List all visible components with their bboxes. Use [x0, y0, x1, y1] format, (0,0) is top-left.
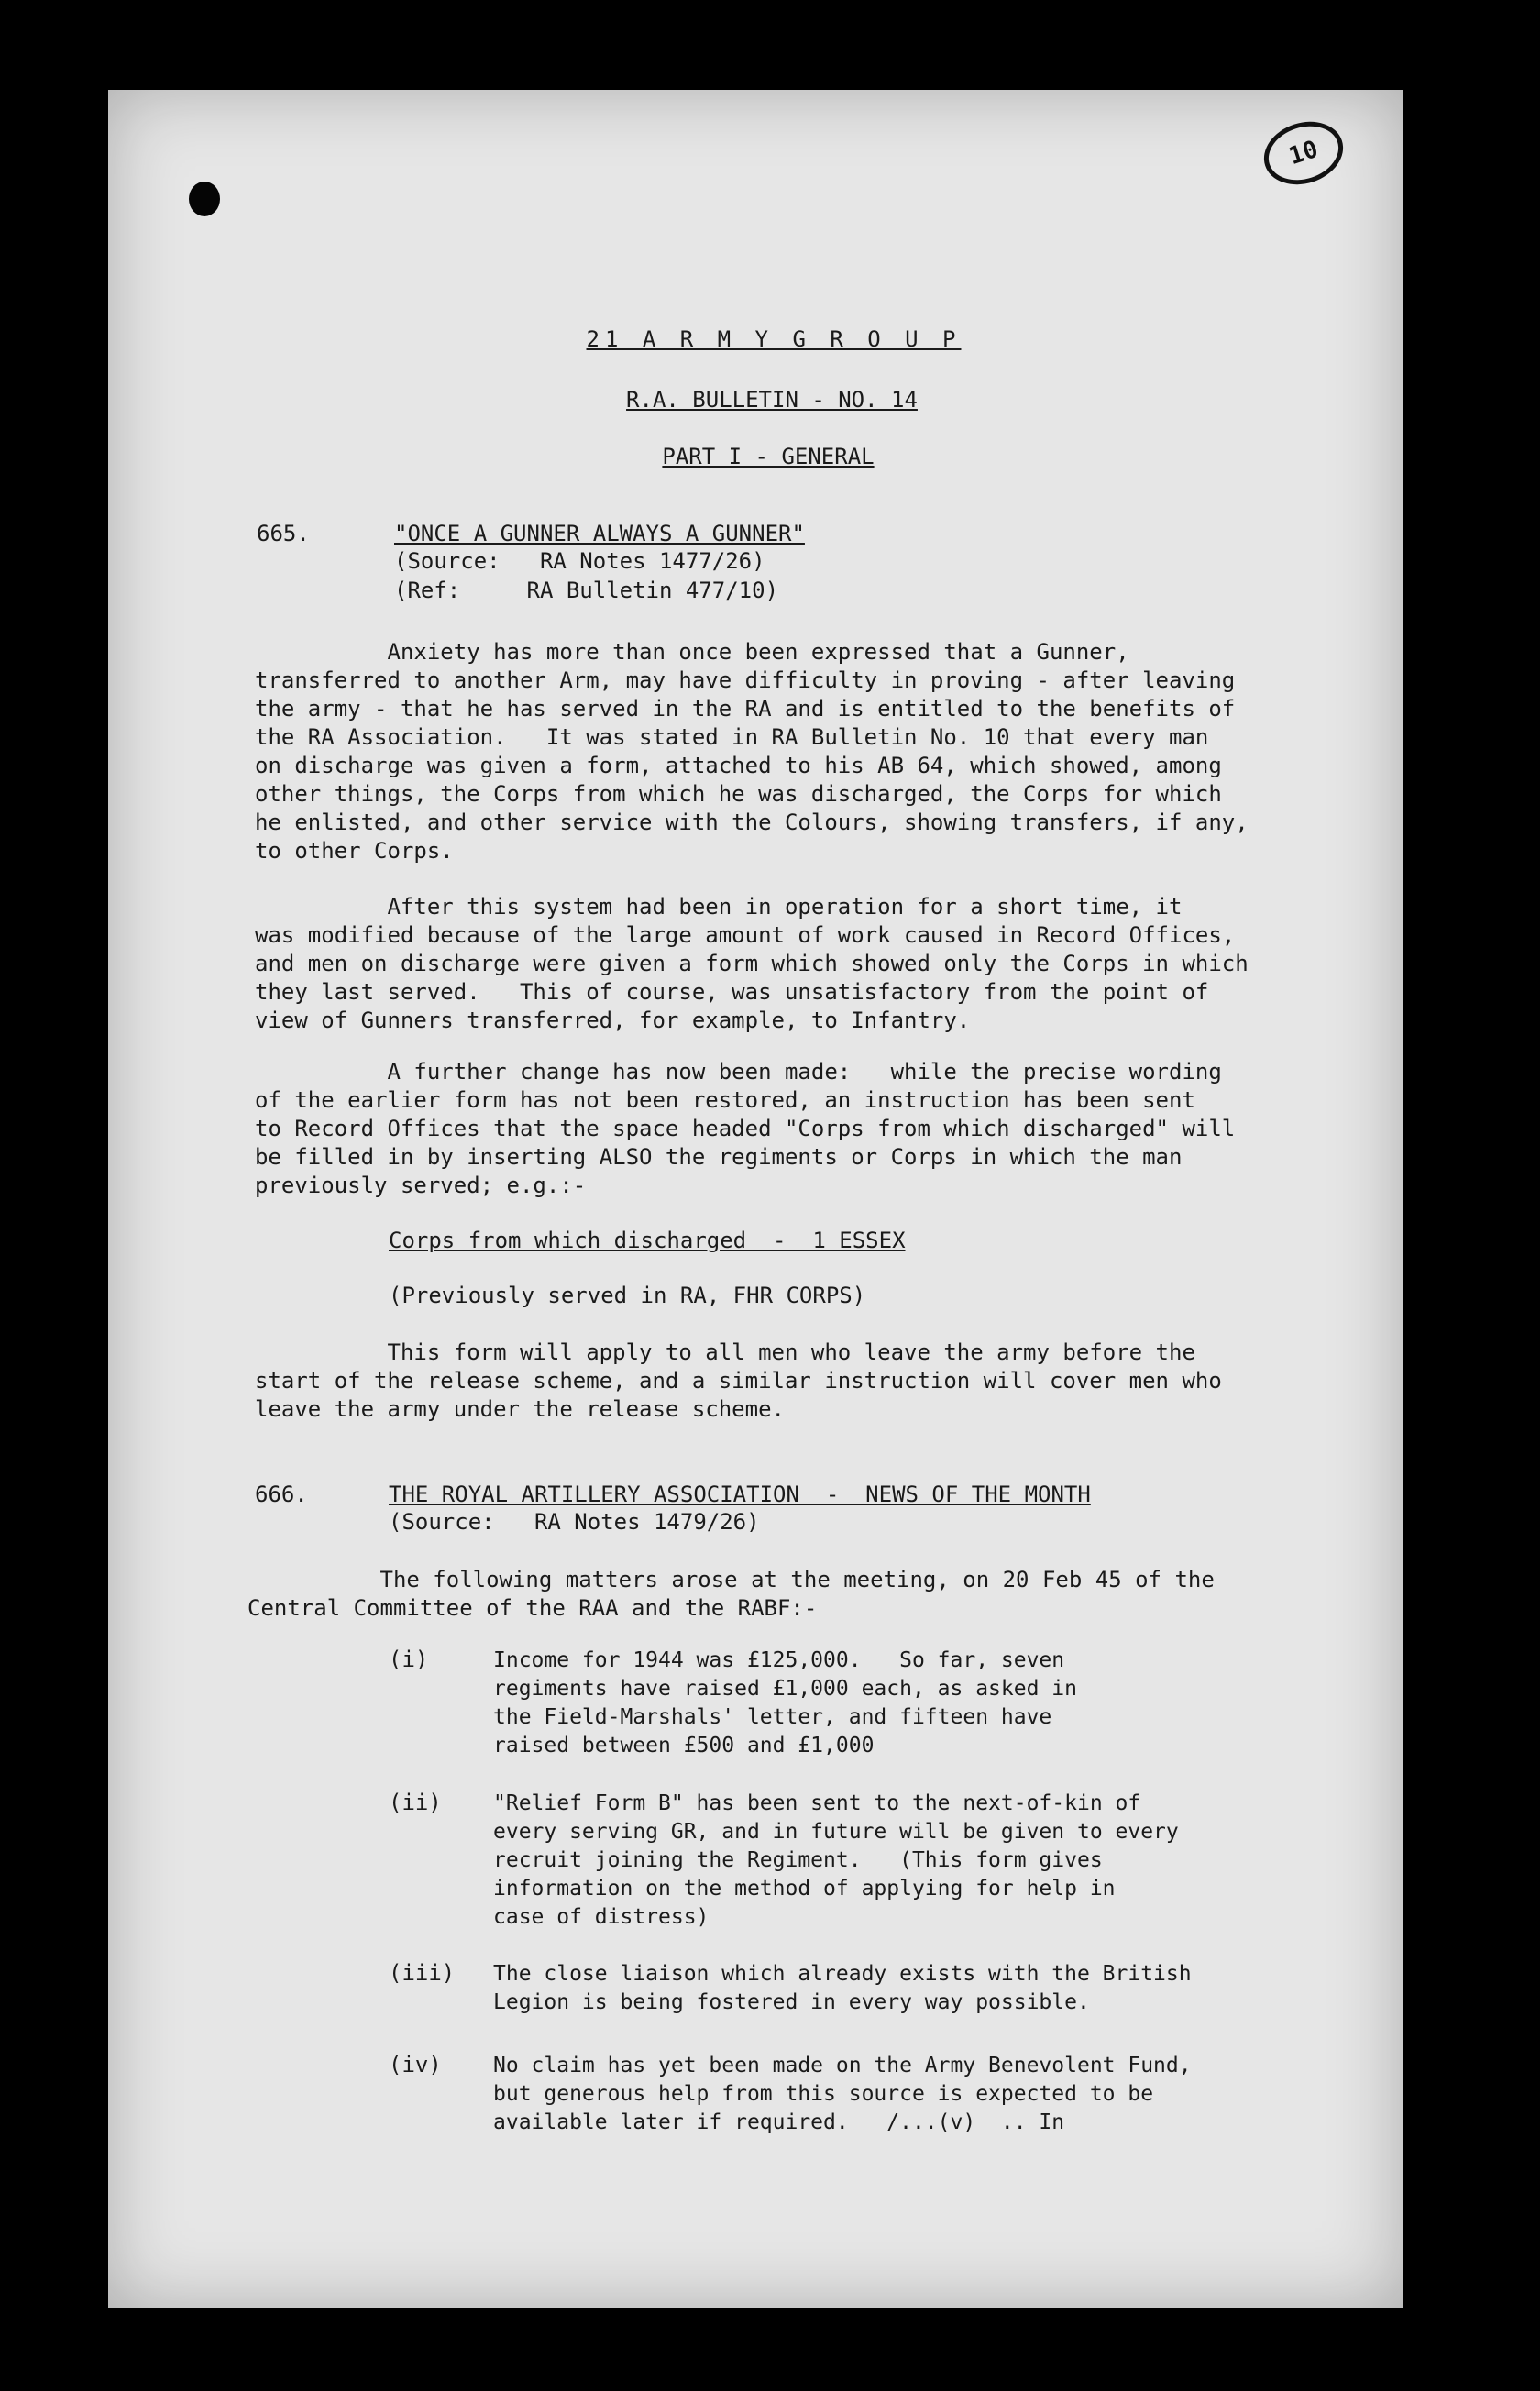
paragraph: This form will apply to all men who leave the army before the start of the release scheme, and a similar instruction will cover men who leave the army under the release scheme. [255, 1339, 1222, 1422]
list-item-text: No claim has yet been made on the Army Benevolent Fund, but generous help from this source is expected to be available later if required. /...(v) .. In [493, 2054, 1192, 2134]
heading-part: PART I - GENERAL [662, 444, 874, 469]
page-number-stamp: 10 [1256, 112, 1351, 194]
heading-army-group: 21 A R M Y G R O U P [586, 326, 962, 352]
punch-hole [189, 182, 220, 216]
list-item-label: (ii) [389, 1790, 442, 1815]
section-title: THE ROYAL ARTILLERY ASSOCIATION - NEWS OF THE MONTH [389, 1482, 1091, 1507]
example-line: Corps from which discharged - 1 ESSEX [389, 1228, 906, 1253]
list-item-text: The close liaison which already exists with the British Legion is being fostered in every way possible. [493, 1962, 1192, 2014]
example-line: (Previously served in RA, FHR CORPS) [389, 1283, 866, 1308]
heading-bulletin: R.A. BULLETIN - NO. 14 [626, 387, 918, 413]
paragraph: A further change has now been made: while the precise wording of the earlier form has not been restored, an instruction has been sent to Record Offices that the space headed "Corps from which discharged" will be filled in by inserting ALSO the regiments or Corps in which the man previously served; e.g.:- [255, 1059, 1236, 1198]
paragraph: After this system had been in operation for a short time, it was modified because of the large amount of work caused in Record Offices, and men on discharge were given a form which showed only the Corps in which they last served. This of course, was unsatisfactory from the point of view of Gunners transferred, for example, to Infantry. [255, 894, 1248, 1033]
section-source: (Source: RA Notes 1477/26) [394, 548, 765, 574]
paragraph: The following matters arose at the meeting, on 20 Feb 45 of the Central Committee of the RAA and the RABF:- [248, 1567, 1215, 1621]
section-title: "ONCE A GUNNER ALWAYS A GUNNER" [394, 521, 805, 546]
section-number: 665. [257, 521, 310, 546]
list-item-text: Income for 1944 was £125,000. So far, seven regiments have raised £1,000 each, as asked in the Field-Marshals' letter, and fifteen have raised between £500 and £1,000 [493, 1648, 1077, 1757]
list-item-text: "Relief Form B" has been sent to the next-of-kin of every serving GR, and in future will be given to every recruit joining the Regiment. (This form gives information on the method of applying for help in case of distress) [493, 1791, 1179, 1929]
section-reference: (Ref: RA Bulletin 477/10) [394, 578, 779, 603]
list-item-label: (i) [389, 1647, 429, 1672]
section-source: (Source: RA Notes 1479/26) [389, 1509, 760, 1535]
paragraph: Anxiety has more than once been expressed that a Gunner, transferred to another Arm, may have difficulty in proving - after leaving the army - that he has served in the RA and is entitled to the benefits of the RA Association. It was stated in RA Bulletin No. 10 that every man on discharge was given a form, attached to his AB 64, which showed, among other things, the Corps from which he was discharged, the Corps for which he enlisted, and other service with the Colours, showing transfers, if any, to other Corps. [255, 639, 1248, 864]
section-number: 666. [255, 1482, 308, 1507]
document-page [108, 90, 1402, 2308]
list-item-label: (iii) [389, 1960, 456, 1986]
list-item-label: (iv) [389, 2052, 442, 2077]
